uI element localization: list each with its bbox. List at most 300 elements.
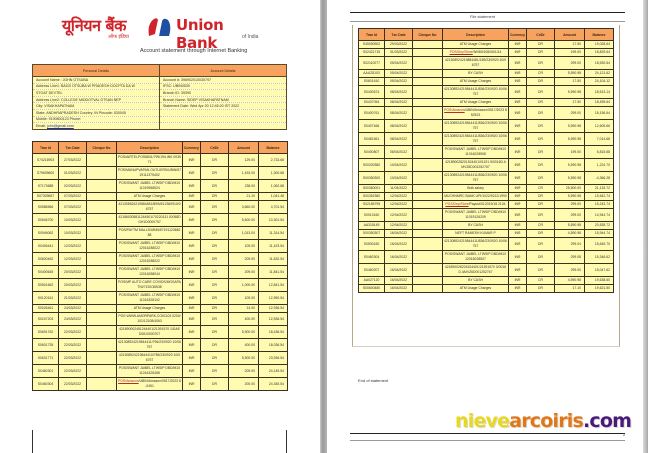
cr-dr-cell: DR	[201, 253, 229, 266]
tran-id-cell: S79639600	[33, 167, 59, 180]
table-row[interactable]	[359, 251, 614, 264]
table-row[interactable]	[33, 214, 288, 227]
viewer-scrollbar[interactable]	[643, 0, 648, 453]
txn-date-cell: 10/03/2022	[59, 214, 87, 227]
watermark-part-2: arcoiris	[509, 410, 584, 432]
table-row[interactable]	[359, 230, 614, 238]
cheque-no-cell	[413, 277, 443, 285]
table-row[interactable]	[33, 339, 288, 352]
currency-cell: INR	[183, 154, 201, 167]
amount-cell: 299.00	[555, 57, 585, 70]
cheque-no-cell	[413, 238, 443, 251]
bank-sub: of India	[242, 34, 259, 40]
cheque-no-cell	[413, 57, 443, 70]
tran-id-cell: S07309657	[33, 193, 59, 201]
balance-cell: 19,028.64	[585, 41, 614, 49]
balance-cell: 18,530.64	[585, 57, 614, 70]
balance-cell: 15,047.62	[585, 264, 614, 277]
column-header: Balance	[259, 142, 288, 154]
amount-cell: 299.00	[555, 264, 585, 277]
description-cell: 421308924219844411/836/23/0920 10/06757	[443, 238, 509, 251]
table-row[interactable]	[359, 185, 614, 193]
currency-cell: INR	[509, 99, 527, 107]
txn-date-cell: 12/03/2022	[59, 240, 87, 253]
cheque-no-cell	[87, 352, 117, 365]
amount-cell: 209.00	[229, 266, 259, 279]
column-header: Cr/Dr	[201, 142, 229, 154]
description-cell: POS WWW.AMORPARK.COIG103 0200/101/12108/4063	[117, 313, 183, 326]
cr-dr-cell: DR	[201, 227, 229, 240]
balance-cell: 18,829.64	[585, 49, 614, 57]
personal-detail	[33, 90, 160, 97]
table-row[interactable]	[33, 154, 288, 167]
column-header: Tran Id	[359, 29, 385, 41]
transactions-table-page-2	[358, 28, 614, 293]
personal-detail	[33, 77, 160, 84]
column-header: Cr/Dr	[527, 29, 555, 41]
cr-dr-cell: DR	[201, 214, 229, 227]
cheque-no-cell	[87, 378, 117, 391]
description-cell: 421860305811244501/70220131 ID058DGH1D0000757	[117, 214, 183, 227]
description-cell: ATM Usage Charges	[443, 285, 509, 293]
tran-id-cell: AA315149	[359, 222, 385, 230]
currency-cell: INR	[183, 305, 201, 313]
tran-id-cell: S0601610	[359, 78, 385, 86]
details-row	[33, 77, 287, 84]
table-row[interactable]	[359, 264, 614, 277]
currency-cell: INR	[183, 279, 201, 292]
table-row[interactable]	[359, 133, 614, 146]
balance-cell: 20,535.72	[585, 222, 614, 230]
cheque-no-cell	[413, 230, 443, 238]
table-header-row	[359, 29, 614, 41]
balance-cell: 12,936.54	[259, 305, 288, 313]
amount-cell: 299.00	[555, 201, 585, 209]
balance-cell: 15,243.74	[585, 201, 614, 209]
cr-dr-cell: DR	[527, 159, 555, 172]
description-cell: NEFT RAMESH KUMAR P	[443, 230, 509, 238]
cr-dr-cell: CR	[527, 185, 555, 193]
tran-id-cell: S00352380	[359, 193, 385, 201]
table-row[interactable]	[33, 279, 288, 292]
page-number: 2	[623, 432, 626, 437]
column-header: Txn Date	[385, 29, 413, 41]
balance-cell: 18,495.64	[585, 99, 614, 107]
balance-cell: 6,815.68	[585, 146, 614, 159]
amount-cell: 21.20	[229, 193, 259, 201]
balance-cell: 15,346.62	[585, 251, 614, 264]
table-row[interactable]	[359, 201, 614, 209]
column-header: Description	[117, 142, 183, 154]
cr-dr-cell: DR	[527, 99, 555, 107]
cr-dr-cell: DR	[201, 313, 229, 326]
cheque-no-cell	[87, 240, 117, 253]
table-row[interactable]	[33, 193, 288, 201]
bank-name: Union Bank	[176, 16, 224, 52]
table-row[interactable]	[359, 78, 614, 86]
amount-cell: 209.00	[229, 365, 259, 378]
description-cell: BY CASH	[443, 70, 509, 78]
txn-date-cell: 16/04/2022	[385, 264, 413, 277]
column-header: Amount	[229, 142, 259, 154]
details-row	[33, 123, 287, 130]
table-row[interactable]	[33, 180, 288, 193]
personal-detail	[33, 103, 160, 110]
txn-date-cell: 08/04/2022	[385, 86, 413, 99]
table-row[interactable]	[359, 209, 614, 222]
cheque-no-cell	[413, 120, 443, 133]
txn-date-cell: 22/03/2022	[59, 378, 87, 391]
cheque-no-cell	[413, 41, 443, 49]
tran-id-cell: S0600462	[33, 253, 59, 266]
balance-cell: 15,542.74	[585, 193, 614, 201]
personal-detail-text: STOAT DEVTEL	[36, 90, 63, 95]
cr-dr-cell: DR	[527, 209, 555, 222]
cheque-no-cell	[87, 214, 117, 227]
table-row[interactable]	[33, 167, 288, 180]
personal-detail-text: Address Line1: BAGS OTSUBA W PRADESH DOCPTA DA W	[36, 84, 135, 89]
txn-date-cell: 08/04/2022	[385, 99, 413, 107]
watermark	[455, 412, 631, 431]
details-row	[33, 90, 287, 97]
balance-cell: 24,345.54	[259, 378, 288, 391]
balance-cell: 14,944.74	[585, 209, 614, 222]
table-row[interactable]	[359, 120, 614, 133]
details-row	[33, 83, 287, 90]
txn-date-cell: 12/03/2022	[59, 253, 87, 266]
balance-cell: 12,536.54	[259, 313, 288, 326]
currency-cell: INR	[183, 326, 201, 339]
tran-id-cell: S0026461	[33, 305, 59, 313]
description-cell: 421308924219884481/189/23/0920 10/06757	[443, 57, 509, 70]
cheque-no-cell	[413, 172, 443, 185]
cheque-no-cell	[87, 326, 117, 339]
description-cell: POS/SWANT JAIBEL LTWSIP DBD/M1012016028507	[443, 251, 509, 264]
table-row[interactable]	[33, 378, 288, 391]
personal-detail-text: State: ANDHRAPRADESH Country: IN Pincode: 530045	[36, 110, 126, 115]
table-row[interactable]	[33, 313, 288, 326]
bank-sub-hindi: ऑफ इंडिया	[108, 34, 129, 40]
table-row[interactable]	[33, 201, 288, 214]
account-detail: IFSC: UBIN0539	[160, 83, 287, 90]
txn-date-cell: 24/03/2022	[59, 313, 87, 326]
currency-cell: INR	[183, 365, 201, 378]
cheque-no-cell	[87, 305, 117, 313]
table-row[interactable]	[33, 266, 288, 279]
account-detail	[160, 116, 287, 123]
email-link[interactable]: john@gmail.com	[46, 123, 74, 128]
description-cell: POS/SWANT JAIBEL LTWSIP DBD/M1011016328458	[117, 365, 183, 378]
cr-dr-cell: DR	[527, 120, 555, 133]
tran-id-cell: S0400807	[359, 146, 385, 159]
cheque-no-cell	[413, 285, 443, 293]
amount-cell: 400.00	[229, 313, 259, 326]
amount-cell: 5,590.98	[555, 172, 585, 185]
amount-cell: 5,900.00	[229, 352, 259, 365]
table-row[interactable]	[359, 49, 614, 57]
txn-date-cell: 22/03/2022	[59, 352, 87, 365]
amount-cell: 5,590.98	[555, 193, 585, 201]
table-row[interactable]	[33, 240, 288, 253]
description-cell: BY CASH	[443, 277, 509, 285]
cr-dr-cell: DR	[201, 305, 229, 313]
balance-cell: 23,936.54	[259, 352, 288, 365]
personal-detail-text: City: VISAKHAPATNAM	[36, 104, 75, 109]
tran-id-cell: S0501662	[33, 279, 59, 292]
cr-dr-cell: DR	[527, 49, 555, 57]
cheque-no-cell	[413, 49, 443, 57]
description-text: /UBIN/Amazon/0517/2023 852523	[464, 108, 507, 117]
table-row[interactable]	[33, 292, 288, 305]
personal-detail-text: Account Name : JOHN OTSUBA	[36, 77, 89, 82]
watermark-part-3: .com	[583, 410, 632, 432]
balance-cell: 24,145.54	[259, 365, 288, 378]
txn-date-cell: 10/04/2022	[385, 172, 413, 185]
description-cell: 421308924219844411/836/23/0920 10/06757	[443, 120, 509, 133]
amount-cell: 209.00	[229, 253, 259, 266]
amount-cell: 299.04	[555, 238, 585, 251]
currency-cell: INR	[509, 86, 527, 99]
table-row[interactable]	[359, 222, 614, 230]
description-cell: 421308924219844411/836/23/0920 10/06757	[443, 172, 509, 185]
cr-dr-cell: DR	[201, 279, 229, 292]
description-link[interactable]: POS/Dey/Store	[449, 50, 473, 54]
cheque-no-cell	[87, 193, 117, 201]
column-header: Currency	[509, 29, 527, 41]
txn-date-cell: 12/04/2022	[385, 201, 413, 209]
amount-cell: 5,590.98	[555, 86, 585, 99]
description-cell: 421890028201524401/21391570 3/0016D AMVZ6D001252767	[443, 264, 509, 277]
txn-date-cell: 29/03/2022	[385, 41, 413, 49]
description-cell: ATM Usage Charges	[117, 193, 183, 201]
account-detail	[160, 109, 287, 116]
cr-dr-cell: DR	[527, 57, 555, 70]
cr-dr-cell: DR	[201, 339, 229, 352]
currency-cell: INR	[183, 214, 201, 227]
txn-date-cell: 21/03/2022	[59, 292, 87, 305]
currency-cell: INR	[183, 193, 201, 201]
cr-dr-cell: DR	[527, 251, 555, 264]
currency-cell: INR	[509, 230, 527, 238]
amount-cell: 5,590.98	[555, 159, 585, 172]
balance-cell: 21,133.72	[585, 185, 614, 193]
description-cell: 421890002451244401/21391570 1/DAED0810000707	[117, 326, 183, 339]
personal-detail	[33, 123, 160, 130]
tran-id-cell: S0013160	[359, 209, 385, 222]
column-header: Description	[443, 29, 509, 41]
txn-date-cell: 01/03/2022	[59, 167, 87, 180]
currency-cell: INR	[509, 133, 527, 146]
cr-dr-cell: CR	[527, 70, 555, 78]
cr-dr-cell: CR	[527, 277, 555, 285]
txn-date-cell: 16/04/2022	[385, 238, 413, 251]
balance-cell: 1,224.70	[585, 159, 614, 172]
cr-dr-cell: DR	[201, 167, 229, 180]
txn-date-cell: 16/04/2022	[385, 251, 413, 264]
tran-id-cell: S00600480	[359, 285, 385, 293]
balance-cell: 12,950.54	[259, 292, 288, 305]
tran-id-cell: S00350307	[359, 230, 385, 238]
cheque-no-cell	[87, 365, 117, 378]
table-row[interactable]	[359, 285, 614, 293]
cr-dr-cell: DR	[527, 133, 555, 146]
cheque-no-cell	[413, 78, 443, 86]
cr-dr-cell: DR	[201, 292, 229, 305]
tran-id-cell: S0400645	[33, 266, 59, 279]
account-detail: Account #: 396902010030797	[160, 77, 287, 84]
cheque-no-cell	[87, 339, 117, 352]
table-row[interactable]	[359, 107, 614, 120]
table-row[interactable]	[359, 277, 614, 285]
amount-cell: 5,590.98	[555, 120, 585, 133]
txn-date-cell: 12/04/2022	[385, 222, 413, 230]
balance-cell: 18,436.54	[259, 326, 288, 339]
txn-date-cell: 27/03/2022	[59, 154, 87, 167]
cheque-no-cell	[413, 86, 443, 99]
table-row[interactable]	[359, 86, 614, 99]
amount-cell: 17.50	[555, 99, 585, 107]
bank-name-hindi: यूनियन बैंक	[62, 16, 126, 35]
description-cell: POS/SWANT JAIBEL LTWSIP DBD/M1012016288022	[117, 253, 183, 266]
cr-dr-cell: DR	[201, 352, 229, 365]
details-row	[33, 109, 287, 116]
txn-date-cell: 22/03/2022	[59, 326, 87, 339]
tran-id-cell: S0460301	[33, 365, 59, 378]
table-row[interactable]	[359, 99, 614, 107]
cr-dr-cell: DR	[527, 146, 555, 159]
cheque-no-cell	[413, 70, 443, 78]
personal-detail	[33, 83, 160, 90]
table-header-row	[33, 142, 288, 154]
tran-id-cell: S00200380	[359, 159, 385, 172]
balance-cell: 11,314.54	[259, 227, 288, 240]
transactions-table-page-1	[32, 141, 288, 391]
tran-id-cell: S00350300	[359, 172, 385, 185]
cr-dr-cell: DR	[527, 78, 555, 86]
tran-id-cell: S0120161	[33, 292, 59, 305]
cr-dr-cell: DR	[527, 230, 555, 238]
customer-details-table	[32, 64, 287, 130]
table-row[interactable]	[33, 305, 288, 313]
table-row[interactable]	[359, 146, 614, 159]
txn-date-cell: 16/04/2022	[385, 230, 413, 238]
txn-date-cell: 10/04/2022	[385, 159, 413, 172]
tran-id-cell: S02110077	[359, 57, 385, 70]
txn-date-cell: 05/04/2022	[385, 57, 413, 70]
txn-date-cell: 05/04/2022	[385, 70, 413, 78]
txn-date-cell: 07/03/2022	[59, 193, 87, 201]
currency-cell: INR	[509, 49, 527, 57]
description-cell	[443, 201, 509, 209]
table-row[interactable]	[33, 227, 288, 240]
description-cell: POS/SWANT JAIBEL LTWSIP DBD/M1011019126209	[443, 209, 509, 222]
description-link[interactable]: POS/Dey/Store	[445, 202, 469, 206]
personal-detail-text: Mobile: 9190800123 Phone:	[36, 117, 81, 122]
description-cell	[443, 107, 509, 120]
tran-id-cell: S0481561	[359, 133, 385, 146]
description-link[interactable]: POS/Amazon	[118, 379, 139, 383]
description-cell: 421308924219844410/785/23/0920 10/06757	[117, 352, 183, 365]
tran-id-cell: AAUZ8103	[359, 70, 385, 78]
txn-date-cell: 20/03/2022	[59, 279, 87, 292]
cheque-no-cell	[87, 253, 117, 266]
cheque-no-cell	[413, 185, 443, 193]
description-cell: POS/SWANT JAIBEL LTWSIP DBD/M1011016028508	[443, 146, 509, 159]
amount-cell: 1,013.00	[229, 227, 259, 240]
currency-cell: INR	[509, 107, 527, 120]
currency-cell: INR	[183, 266, 201, 279]
cr-dr-cell: DR	[527, 86, 555, 99]
page-header-line	[350, 12, 625, 13]
table-row[interactable]	[359, 172, 614, 185]
currency-cell: INR	[509, 264, 527, 277]
table-row[interactable]	[33, 352, 288, 365]
description-cell: ATM Usage Charges	[443, 78, 509, 86]
table-row[interactable]	[359, 159, 614, 172]
amount-cell: 4,590.98	[555, 230, 585, 238]
amount-cell: 299.00	[555, 107, 585, 120]
table-row[interactable]	[359, 41, 614, 49]
description-cell: 421308924219844411/836/23/0920 10/06757	[443, 133, 509, 146]
description-text: /UBIN/Amazon/0517/2023 8-0451	[138, 379, 181, 388]
cheque-no-cell	[87, 292, 117, 305]
currency-cell: INR	[509, 285, 527, 293]
cr-dr-cell: DR	[527, 193, 555, 201]
description-cell: POS/MANUPVAPAN OUTLIERS/UBIN/5719111375402	[117, 167, 183, 180]
cheque-no-cell	[413, 193, 443, 201]
cheque-no-cell	[87, 279, 117, 292]
amount-cell: 25,500.00	[555, 185, 585, 193]
table-row[interactable]	[359, 57, 614, 70]
txn-date-cell: 12/04/2022	[385, 193, 413, 201]
description-cell: POS/SWANT JAIBEL LTWSIP DBD/M1011019958524	[117, 180, 183, 193]
cr-dr-cell: DR	[201, 378, 229, 391]
balance-cell: 18,196.64	[585, 107, 614, 120]
description-cell: POS/SWANT JAIBEL LTWSIP DBD/M1012016288044	[117, 266, 183, 279]
table-row[interactable]	[33, 253, 288, 266]
details-row	[33, 96, 287, 103]
cheque-no-cell	[87, 313, 117, 326]
table-row[interactable]	[359, 70, 614, 78]
description-cell: MUCHNMRC BANK UPI/1022/9212/1990	[443, 193, 509, 201]
page-header-line-thin	[350, 21, 625, 22]
cheque-no-cell	[87, 201, 117, 214]
currency-cell: INR	[509, 185, 527, 193]
cheque-no-cell	[87, 154, 117, 167]
tran-id-cell: S0601735	[33, 339, 59, 352]
table-row[interactable]	[33, 326, 288, 339]
cheque-no-cell	[87, 227, 117, 240]
table-row[interactable]	[359, 238, 614, 251]
table-row[interactable]	[359, 193, 614, 201]
txn-date-cell: 08/04/2022	[385, 107, 413, 120]
currency-cell: INR	[509, 70, 527, 78]
page-footer-line-thin	[350, 440, 625, 441]
cheque-no-cell	[413, 159, 443, 172]
table-row[interactable]	[33, 365, 288, 378]
currency-cell: INR	[183, 201, 201, 214]
personal-detail	[33, 109, 160, 116]
description-cell	[117, 378, 183, 391]
cr-dr-cell: DR	[527, 107, 555, 120]
balance-cell: 4,701.54	[259, 201, 288, 214]
description-link[interactable]: POS/Amazon	[444, 108, 465, 112]
tran-id-cell: S0437054	[359, 99, 385, 107]
amount-cell: 109.00	[229, 292, 259, 305]
description-cell: 421308524219884481/89/MI/12360910/06757	[117, 201, 183, 214]
tran-id-cell: S0460207	[359, 264, 385, 277]
currency-cell: INR	[183, 313, 201, 326]
